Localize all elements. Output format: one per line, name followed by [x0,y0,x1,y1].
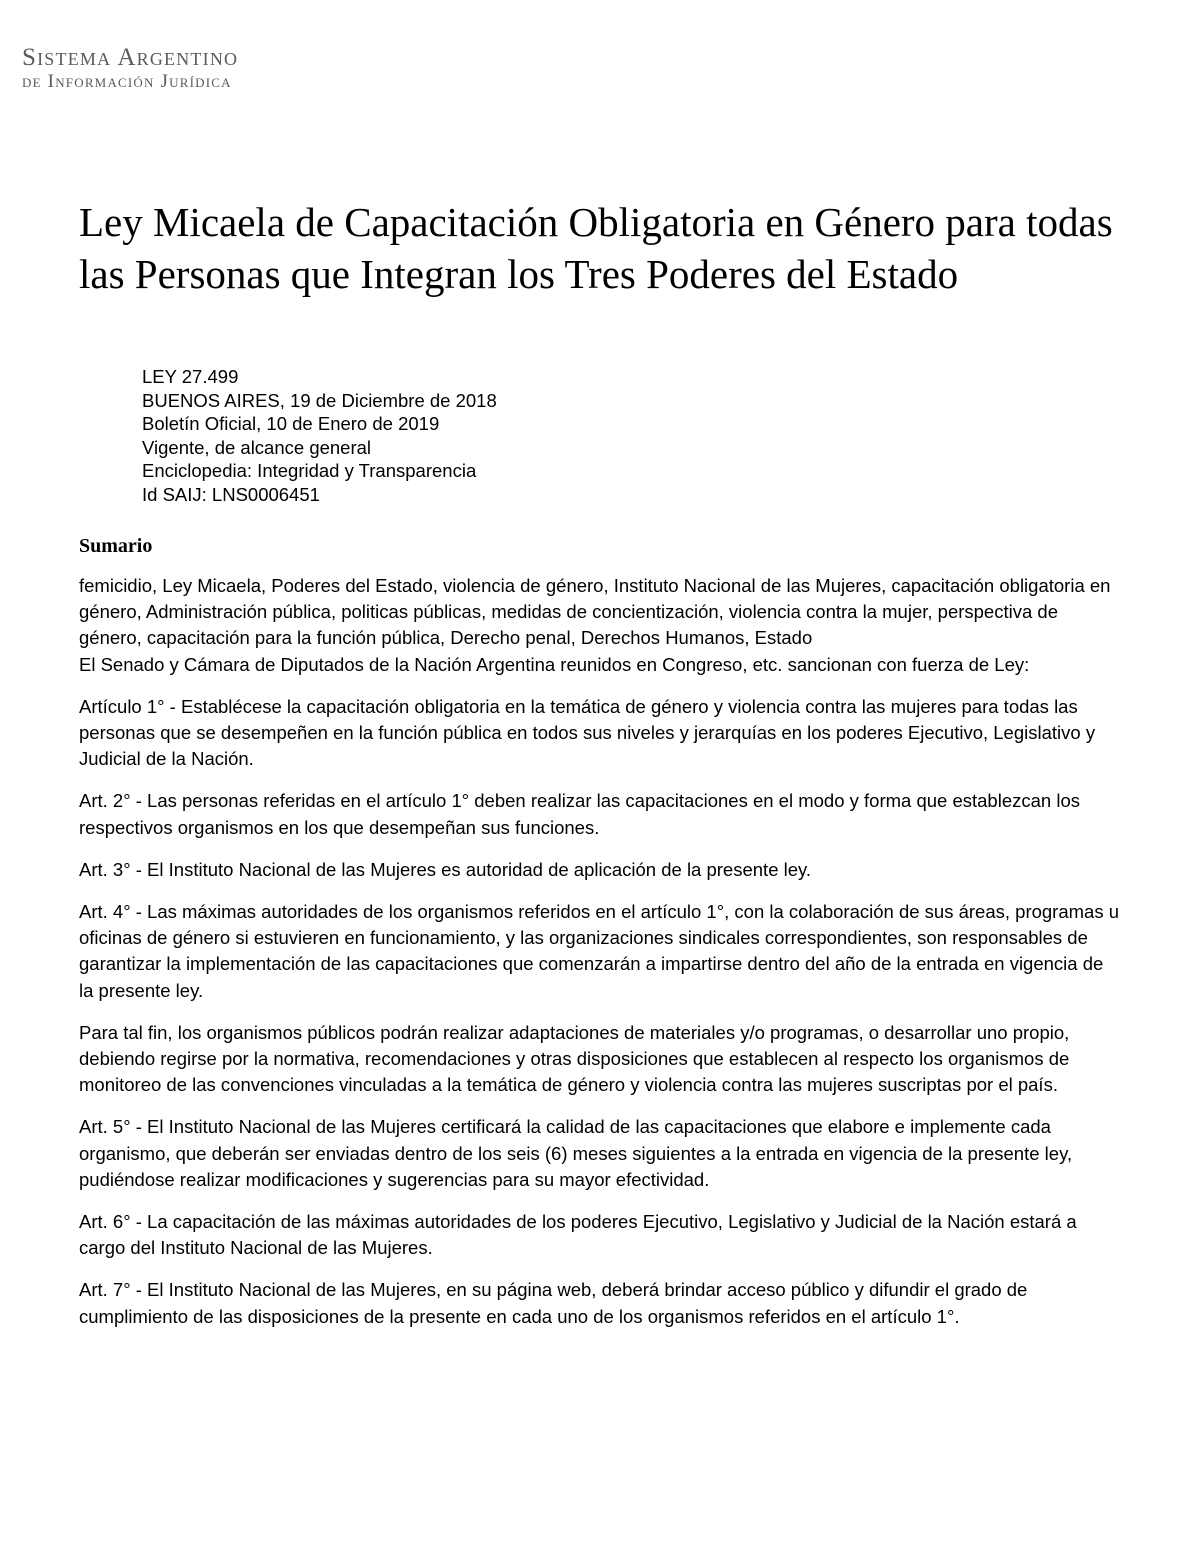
place-date: BUENOS AIRES, 19 de Diciembre de 2018 [142,389,497,411]
summary-heading: Sumario [79,535,153,557]
article-7: Art. 7° - El Instituto Nacional de las Mujeres, en su página web, deberá brindar acceso público y difundir el grado de cumplimiento de las disposiciones de la presente en cada uno de los organismos referidos en el artículo 1°. [79,1279,1028,1327]
saij-logo [22,46,238,94]
article-5: Art. 5° - El Instituto Nacional de las Mujeres certificará la calidad de las capacitaciones que elabore e implemente cada organismo, que deberán ser enviadas dentro de los seis (6) meses siguientes a la entrada en vigencia de la presente ley, pudiéndose realizar modificaciones y sugerencias para su mayor efectividad. [79,1116,1073,1190]
article-2: Art. 2° - Las personas referidas en el artículo 1° deben realizar las capacitaciones en el modo y forma que establezcan los respectivos organismos en los que desempeñan sus funciones. [79,790,1080,838]
official-bulletin: Boletín Oficial, 10 de Enero de 2019 [142,413,440,435]
validity-status: Vigente, de alcance general [142,436,372,458]
logo-line-1: Sistema Argentino [22,44,239,71]
logo-line-2: de Información Jurídica [22,71,232,92]
encyclopedia: Enciclopedia: Integridad y Transparencia [142,460,477,482]
document-title: Ley Micaela de Capacitación Obligatoria en Género para todas las Personas que Integran los Tres Poderes del Estado [79,199,1113,297]
preamble: El Senado y Cámara de Diputados de la Nación Argentina reunidos en Congreso, etc. sancionan con fuerza de Ley: [79,653,1030,675]
article-6: Art. 6° - La capacitación de las máximas autoridades de los poderes Ejecutivo, Legislativo y Judicial de la Nación estará a cargo del Instituto Nacional de las Mujeres. [79,1211,1077,1259]
law-number: LEY 27.499 [142,366,239,387]
summary-keywords: femicidio, Ley Micaela, Poderes del Estado, violencia de género, Instituto Nacional de las Mujeres, capacitación obligatoria en género, Administración pública, politicas públicas, medidas de concientización, violencia contra la mujer, perspectiva de género, capacitación para la función pública, Derecho penal, Derechos Humanos, Estado [79,575,1111,649]
article-1: Artículo 1° - Establécese la capacitación obligatoria en la temática de género y violencia contra las mujeres para todas las personas que se desempeñen en la función pública en todos sus niveles y jerarquías en los poderes Ejecutivo, Legislativo y Judicial de la Nación. [79,695,1096,770]
article-3: Art. 3° - El Instituto Nacional de las Mujeres es autoridad de aplicación de la presente ley. [79,858,812,880]
article-4: Art. 4° - Las máximas autoridades de los organismos referidos en el artículo 1°, con la colaboración de sus áreas, programas u oficinas de género si estuvieren en funcionamiento, y las organizaciones sindicales correspondientes, son responsables de garantizar la implementación de las capacitaciones que comenzarán a impartirse dentro del año de la entrada en vigencia de la presente ley. [79,901,1120,1001]
saij-id: Id SAIJ: LNS0006451 [142,483,320,505]
document-body [79,573,1119,1346]
document-metadata [142,365,497,507]
article-4-paragraph-2: Para tal fin, los organismos públicos podrán realizar adaptaciones de materiales y/o programas, o desarrollar uno propio, debiendo regirse por la normativa, recomendaciones y otras disposiciones que establecen al respecto los organismos de monitoreo de las convenciones vinculadas a la temática de género y violencia contra las mujeres suscriptas por el país. [79,1021,1070,1096]
